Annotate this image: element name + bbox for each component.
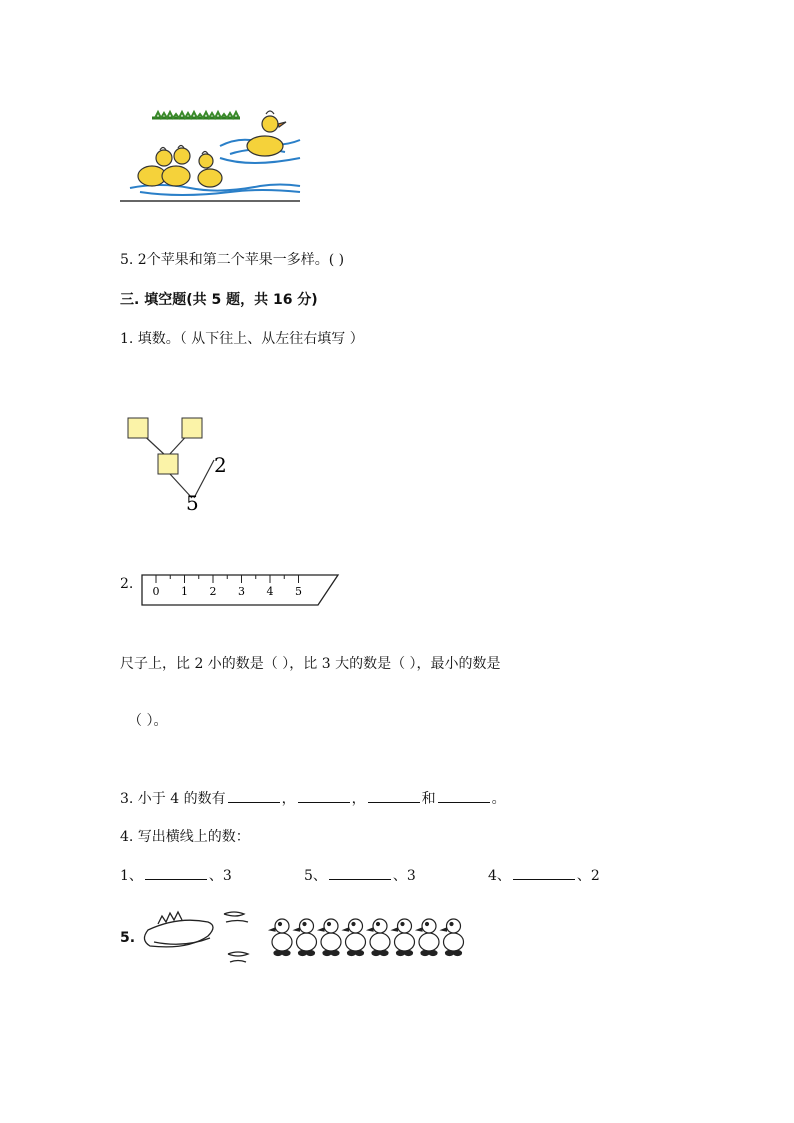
answer-blank-1[interactable] (228, 790, 280, 803)
answer-box-top-right[interactable] (182, 418, 202, 438)
item-suffix: 、3 (208, 868, 232, 884)
duckling-icon (417, 919, 439, 956)
section-title: 三. 填空题(共 5 题，共 16 分) (120, 292, 318, 308)
answer-blank-2[interactable] (298, 790, 350, 803)
ruler-tick-label: 4 (266, 585, 274, 598)
answer-blank[interactable] (329, 867, 391, 880)
ruler-tick-label: 0 (152, 585, 160, 598)
answer-blank-3[interactable] (368, 790, 420, 803)
fill-question-4-item-3 (488, 865, 600, 885)
fill-question-2-label: 2. (120, 576, 134, 592)
tree-number-bottom: 5 (186, 491, 199, 515)
fill-question-4-item-2 (304, 865, 416, 885)
fill3-sep-1: ， (281, 791, 296, 807)
item-prefix: 1、 (120, 868, 143, 884)
ruler-tick-label: 2 (209, 585, 217, 598)
fill3-end: 。 (491, 791, 506, 807)
duckling-icon (442, 919, 464, 956)
fill-question-5-label: 5. (120, 930, 136, 946)
answer-blank-4[interactable] (438, 790, 490, 803)
fill-question-2-line-1: 尺子上，比 2 小的数是（ ），比 3 大的数是（ ），最小的数是 (120, 656, 501, 672)
item-prefix: 5、 (304, 868, 327, 884)
fill-question-3 (120, 788, 506, 808)
item-prefix: 4、 (488, 868, 511, 884)
item-suffix: 、3 (392, 868, 416, 884)
ruler-tick-label: 5 (295, 585, 302, 598)
item-suffix: 、2 (576, 868, 600, 884)
ruler-image (140, 572, 342, 608)
fill3-prefix: 3. 小于 4 的数有 (120, 791, 226, 807)
fill3-sep-2: ， (351, 791, 366, 807)
fill-question-4-title: 4. 写出横线上的数： (120, 829, 250, 845)
ruler-tick-label: 1 (181, 585, 188, 598)
pond-and-ducklings-image (140, 904, 470, 970)
duckling-icon (368, 919, 390, 956)
fill-question-1-title: 1. 填数。（ 从下往上、从左往右填写 ） (120, 331, 364, 347)
question-5-true-false: 5. 2个苹果和第二个苹果一多样。( ) (120, 252, 345, 268)
fill-question-4-item-1 (120, 865, 232, 885)
answer-blank[interactable] (513, 867, 575, 880)
ducks-on-water-image (120, 96, 330, 206)
answer-blank[interactable] (145, 867, 207, 880)
ruler-tick-label: 3 (238, 585, 245, 598)
duckling-icon (270, 919, 292, 956)
tree-number-right: 2 (214, 453, 227, 477)
fill-question-2-line-2: （ ）。 (128, 713, 168, 729)
duckling-icon (319, 919, 341, 956)
duckling-icon (393, 919, 415, 956)
answer-box-top-left[interactable] (128, 418, 148, 438)
number-tree-diagram (120, 410, 240, 520)
duckling-icon (295, 919, 317, 956)
duckling-icon (344, 919, 366, 956)
answer-box-middle[interactable] (158, 454, 178, 474)
fill3-and: 和 (421, 791, 436, 807)
